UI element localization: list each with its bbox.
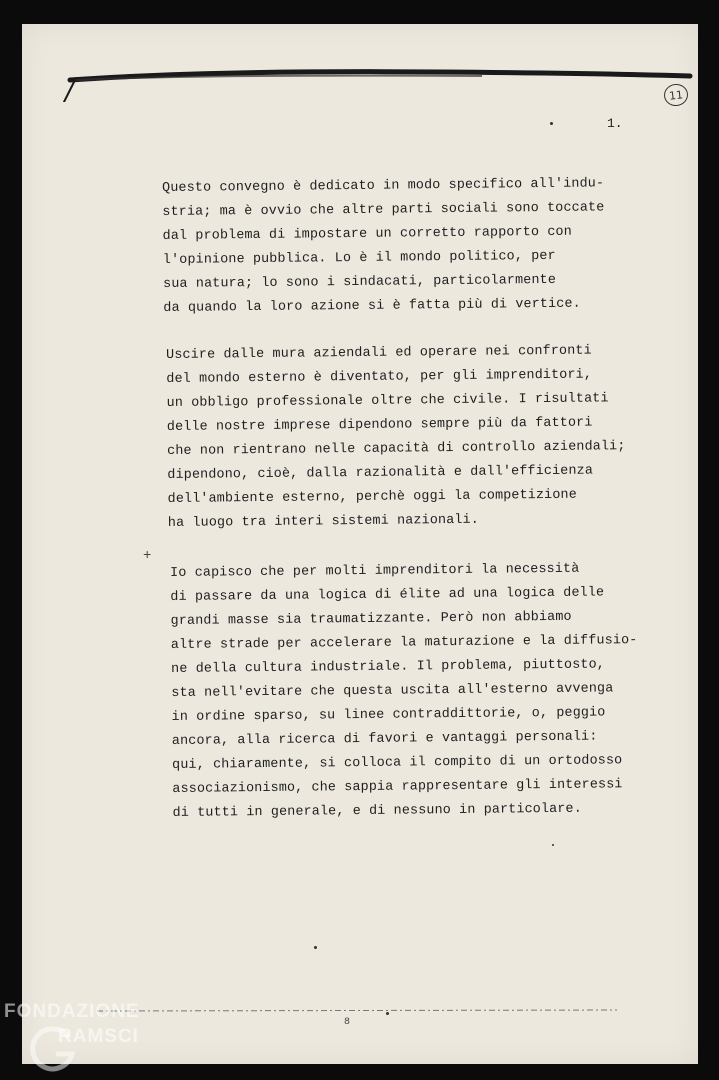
watermark-line: RAMSCI bbox=[58, 1026, 139, 1047]
text-line: sua natura; lo sono i sindacati, particolarmente bbox=[163, 272, 557, 292]
paragraph bbox=[166, 339, 626, 536]
text-line: dipendono, cioè, dalla razionalità e dall'efficienza bbox=[167, 463, 594, 483]
document-page bbox=[22, 24, 698, 1064]
text-line: ancora, alla ricerca di favori e vantaggi personali: bbox=[171, 729, 598, 749]
text-line: associazionismo, che sappia rappresentare gli interessi bbox=[172, 777, 623, 797]
watermark-line: FONDAZIONE bbox=[4, 1001, 140, 1022]
watermark bbox=[4, 1002, 140, 1046]
text-line: qui, chiaramente, si colloca il compito di un ortodosso bbox=[172, 753, 623, 773]
paragraph bbox=[170, 557, 639, 826]
text-line: sta nell'evitare che questa uscita all'esterno avvenga bbox=[171, 681, 614, 701]
text-line: che non rientrano nelle capacità di controllo aziendali; bbox=[167, 439, 626, 459]
ink-speck bbox=[550, 122, 553, 125]
text-line: di tutti in generale, e di nessuno in particolare. bbox=[172, 801, 582, 821]
text-line: Questo convegno è dedicato in modo specifico all'indu- bbox=[162, 176, 605, 196]
text-line: altre strade per accelerare la maturazione e la diffusio- bbox=[170, 633, 638, 653]
margin-mark: + bbox=[143, 548, 152, 564]
dashed-rule bbox=[97, 1008, 617, 1014]
text-line: dal problema di impostare un corretto rapporto con bbox=[162, 224, 572, 244]
text-line: di passare da una logica di élite ad una logica delle bbox=[170, 585, 605, 605]
archive-number-stamp: 11 bbox=[663, 83, 689, 107]
page-number: 1. bbox=[607, 116, 623, 131]
text-line: stria; ma è ovvio che altre parti sociali sono toccate bbox=[162, 200, 605, 220]
text-line: ne della cultura industriale. Il problema, piuttosto, bbox=[171, 657, 606, 677]
text-line: da quando la loro azione si è fatta più di vertice. bbox=[163, 296, 581, 316]
text-line: delle nostre imprese dipendono sempre più da fattori bbox=[166, 415, 593, 435]
text-line: Uscire dalle mura aziendali ed operare nei confronti bbox=[166, 343, 592, 363]
text-line: grandi masse sia traumatizzante. Però non abbiamo bbox=[170, 609, 572, 629]
text-line: del mondo esterno è diventato, per gli imprenditori, bbox=[166, 367, 593, 387]
ink-speck bbox=[552, 844, 554, 846]
text-line: un obbligo professionale oltre che civile. I risultati bbox=[166, 391, 609, 411]
text-line: l'opinione pubblica. Lo è il mondo politico, per bbox=[162, 248, 556, 268]
ink-speck bbox=[314, 946, 317, 949]
text-line: ha luogo tra interi sistemi nazionali. bbox=[167, 512, 480, 531]
text-line: dell'ambiente esterno, perchè oggi la competizione bbox=[167, 487, 577, 507]
paragraph bbox=[162, 172, 606, 321]
text-line: Io capisco che per molti imprenditori la necessità bbox=[170, 561, 580, 581]
text-line: in ordine sparso, su linee contraddittorie, o, peggio bbox=[171, 705, 606, 725]
bottom-mark: 8 bbox=[344, 1017, 351, 1028]
ink-stroke bbox=[62, 58, 702, 102]
